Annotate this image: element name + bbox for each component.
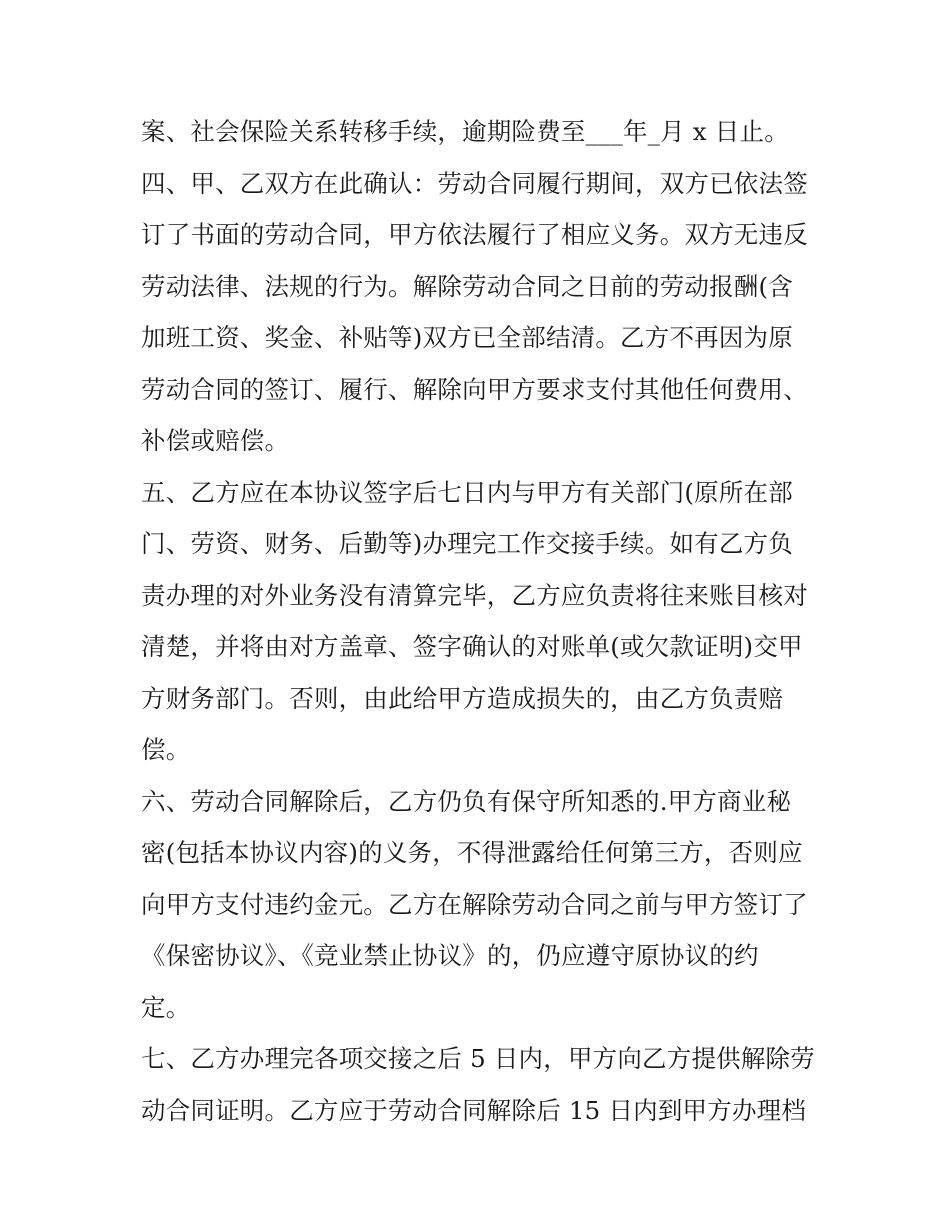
text-line: 动合同证明。乙方应于劳动合同解除后 15 日内到甲方办理档	[141, 1095, 807, 1125]
text-line: 责办理的对外业务没有清算完毕，乙方应负责将往来账目核对	[141, 580, 808, 610]
text-line: 定。	[141, 992, 191, 1022]
text-line: 订了书面的劳动合同，甲方依法履行了相应义务。双方无违反	[141, 220, 808, 249]
text-line: 四、甲、乙双方在此确认：劳动合同履行期间，双方已依法签	[141, 168, 808, 198]
text-line: 门、劳资、财务、后勤等)办理完工作交接手续。如有乙方负	[141, 529, 793, 558]
text-line: 案、社会保险关系转移手续，逾期险费至___年_月 x 日止。	[141, 117, 789, 146]
text-line: 劳动合同的签订、履行、解除向甲方要求支付其他任何费用、	[141, 374, 808, 404]
document-body	[141, 106, 821, 1136]
text-line: 《保密协议》、《竞业禁止协议》的，仍应遵守原协议的约	[141, 941, 759, 970]
text-line: 补偿或赔偿。	[141, 426, 290, 455]
text-line: 偿。	[141, 735, 191, 764]
text-line: 密(包括本协议内容)的义务，不得泄露给任何第三方，否则应	[141, 838, 803, 867]
text-line: 劳动法律、法规的行为。解除劳动合同之日前的劳动报酬(含	[141, 271, 793, 301]
text-line: 六、劳动合同解除后，乙方仍负有保守所知悉的.甲方商业秘	[141, 786, 792, 816]
text-line: 向甲方支付违约金元。乙方在解除劳动合同之前与甲方签订了	[141, 889, 808, 919]
text-line: 加班工资、奖金、补贴等)双方已全部结清。乙方不再因为原	[141, 323, 793, 352]
text-line: 五、乙方应在本协议签字后七日内与甲方有关部门(原所在部	[141, 477, 793, 507]
text-line: 方财务部门。否则，由此给甲方造成损失的，由乙方负责赔	[141, 683, 784, 713]
text-line: 清楚，并将由对方盖章、签字确认的对账单(或欠款证明)交甲	[141, 632, 803, 661]
text-line: 七、乙方办理完各项交接之后 5 日内，甲方向乙方提供解除劳	[141, 1044, 815, 1073]
